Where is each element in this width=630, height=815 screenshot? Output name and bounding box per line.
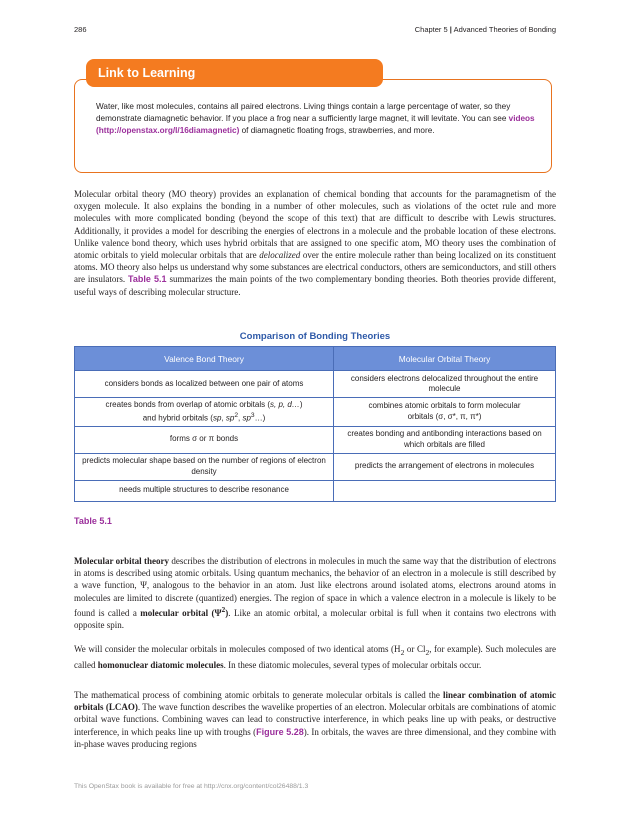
cell-text: ) [299,400,303,409]
header-valence-bond: Valence Bond Theory [75,347,334,371]
p4-part1: The mathematical process of combining atomic orbitals to generate molecular orbitals is called the [74,690,443,700]
link-to-learning-text [96,101,536,138]
cell-superscript: 2 [234,411,239,419]
p2-term2: molecular orbital (Ψ [140,607,222,618]
p4-part2: . The wave function describes the wavelike properties of an electron. Molecular orbitals are combinations of atomic orbital wave functions. Combining waves can lead to constructive interference, in which peaks line up with peaks, or destructive interference, in which peaks line up with troughs ( [74,702,556,737]
page-number: 286 [74,25,87,34]
p2-term: Molecular orbital theory [74,556,170,566]
link-to-learning-title: Link to Learning [86,59,383,87]
table-cell [334,480,556,501]
chapter-title: Advanced Theories of Bonding [453,25,556,34]
comparison-table [74,346,556,502]
p1-delocalized: delocalized [259,250,301,261]
figure-5-28-link[interactable]: Figure 5.28 [256,726,304,737]
p1-part3: summarizes the main points of the two complementary bonding theories. Both theories provide different, useful ways of describing molecular structure. [74,274,556,297]
cell-superscript: 3 [250,411,255,419]
cell-text: combines atomic orbitals to form molecular [368,401,521,411]
cell-text: and hybrid orbitals ( [142,413,213,423]
cell-text: creates bonds from overlap of atomic orbitals ( [105,400,271,409]
p1-part2: over the entire molecule rather than being localized on its constituent atoms. MO theory also helps us understand why some substances are electrical conductors, others are semiconductors, and still others are insulators. [74,250,556,285]
table-row [75,453,556,480]
p3-part3: , for example). Such molecules are called [74,644,556,670]
table-header-row [75,347,556,371]
p4-part3: ). In orbitals, the waves are three dimensional, and they combine with in-phase waves producing regions [74,726,556,749]
table-cell: needs multiple structures to describe resonance [75,480,334,501]
table-cell: considers bonds as localized between one pair of atoms [75,371,334,398]
p2-term2-end: ) [225,607,229,618]
running-header [415,25,556,34]
table-cell: considers electrons delocalized throughout the entire molecule [334,371,556,398]
p3-sub1: 2 [400,647,405,657]
cell-text-italic: sp [242,413,251,423]
p4-term: linear combination of atomic orbitals (LCAO) [74,690,556,713]
table-cell: predicts molecular shape based on the number of regions of electron density [75,453,334,480]
table-row [75,371,556,398]
header-molecular-orbital: Molecular Orbital Theory [334,347,556,371]
cell-text-italic: sp [225,413,235,423]
p1-part1: Molecular orbital theory (MO theory) provides an explanation of chemical bonding that accounts for the paramagnetism of the oxygen molecule. It also explains the bonding in a number of other molecules, such as violations of the octet rule and more molecules with more complicated bonding (beyond the scope of this text) that are difficult to describe with Lewis structures. Additionally, it provides a model for describing the energies of electrons in a molecule and the probable location of these electrons. Unlike valence bond theory, which uses hybrid orbitals that are assigned to one specific atom, MO theory uses the combination of atomic orbitals to yield molecular orbitals that are [74,189,556,261]
table-row [75,398,556,427]
ltl-text-before: Water, like most molecules, contains all paired electrons. Living things contain a large percentage of water, so they demonstrate diamagnetic behavior. If you place a frog near a sufficiently large magnet, it will levitate. You can see [96,102,511,124]
p3-term: homonuclear diatomic molecules [97,660,224,670]
table-cell: creates bonds from overlap of atomic orbitals (s, p, d…) and hybrid orbitals (sp, $sp^2$, $sp^3\dots$) [75,398,334,427]
table-5-1-link[interactable]: Table 5.1 [128,274,167,285]
table-title: Comparison of Bonding Theories [239,331,391,342]
table-cell [334,398,556,427]
cell-text-italic: sp [212,413,222,423]
cell-text-italic: s, p, d… [270,400,300,409]
p3-part2: or Cl [404,644,426,654]
table-row [75,480,556,501]
table-cell: predicts the arrangement of electrons in molecules [334,453,556,480]
page-footer: This OpenStax book is available for free at http://cnx.org/content/col26488/1.3 [74,783,309,790]
ltl-text-after: of diamagnetic floating frogs, strawberries, and more. [239,126,435,136]
p3-sub2: 2 [425,647,430,657]
paragraph-mo-theory-definition [74,555,556,631]
p3-part4: . In these diatomic molecules, several types of molecular orbitals occur. [223,660,482,670]
paragraph-mo-theory-intro [74,188,556,298]
table-cell: creates bonding and antibonding interactions based on which orbitals are filled [334,426,556,453]
p2-term2-sup: 2 [221,604,226,614]
p2-part2: . Like an atomic orbital, a molecular orbital is full when it contains two electrons with opposite spin. [74,607,556,631]
videos-link[interactable]: videos (http://openstax.org/l/16diamagnetic) [96,114,535,136]
table-row [75,426,556,453]
paragraph-homonuclear [74,643,556,671]
p2-part1: describes the distribution of electrons in molecules in much the same way that the distribution of electrons in atoms is described using atomic orbitals. Using quantum mechanics, the behavior of an electron in a molecule is still described by a wave function, Ψ, analogous to the behavior in an atom. Just like electrons around isolated atoms, electrons around atoms in molecules are limited to discrete (quantized) energies. The region of space in which a valence electron in a molecule is likely to be found is called a [74,556,557,618]
paragraph-lcao [74,689,556,750]
table-caption: Table 5.1 [74,516,112,526]
cell-text: …) [254,413,266,423]
header-separator: | [449,25,452,34]
table-cell: forms σ or π bonds [75,426,334,453]
cell-text: orbitals (σ, σ*, π, π*) [407,411,482,421]
chapter-label: Chapter 5 [414,25,448,34]
p3-part1: We will consider the molecular orbitals in molecules composed of two identical atoms (H [74,644,401,654]
